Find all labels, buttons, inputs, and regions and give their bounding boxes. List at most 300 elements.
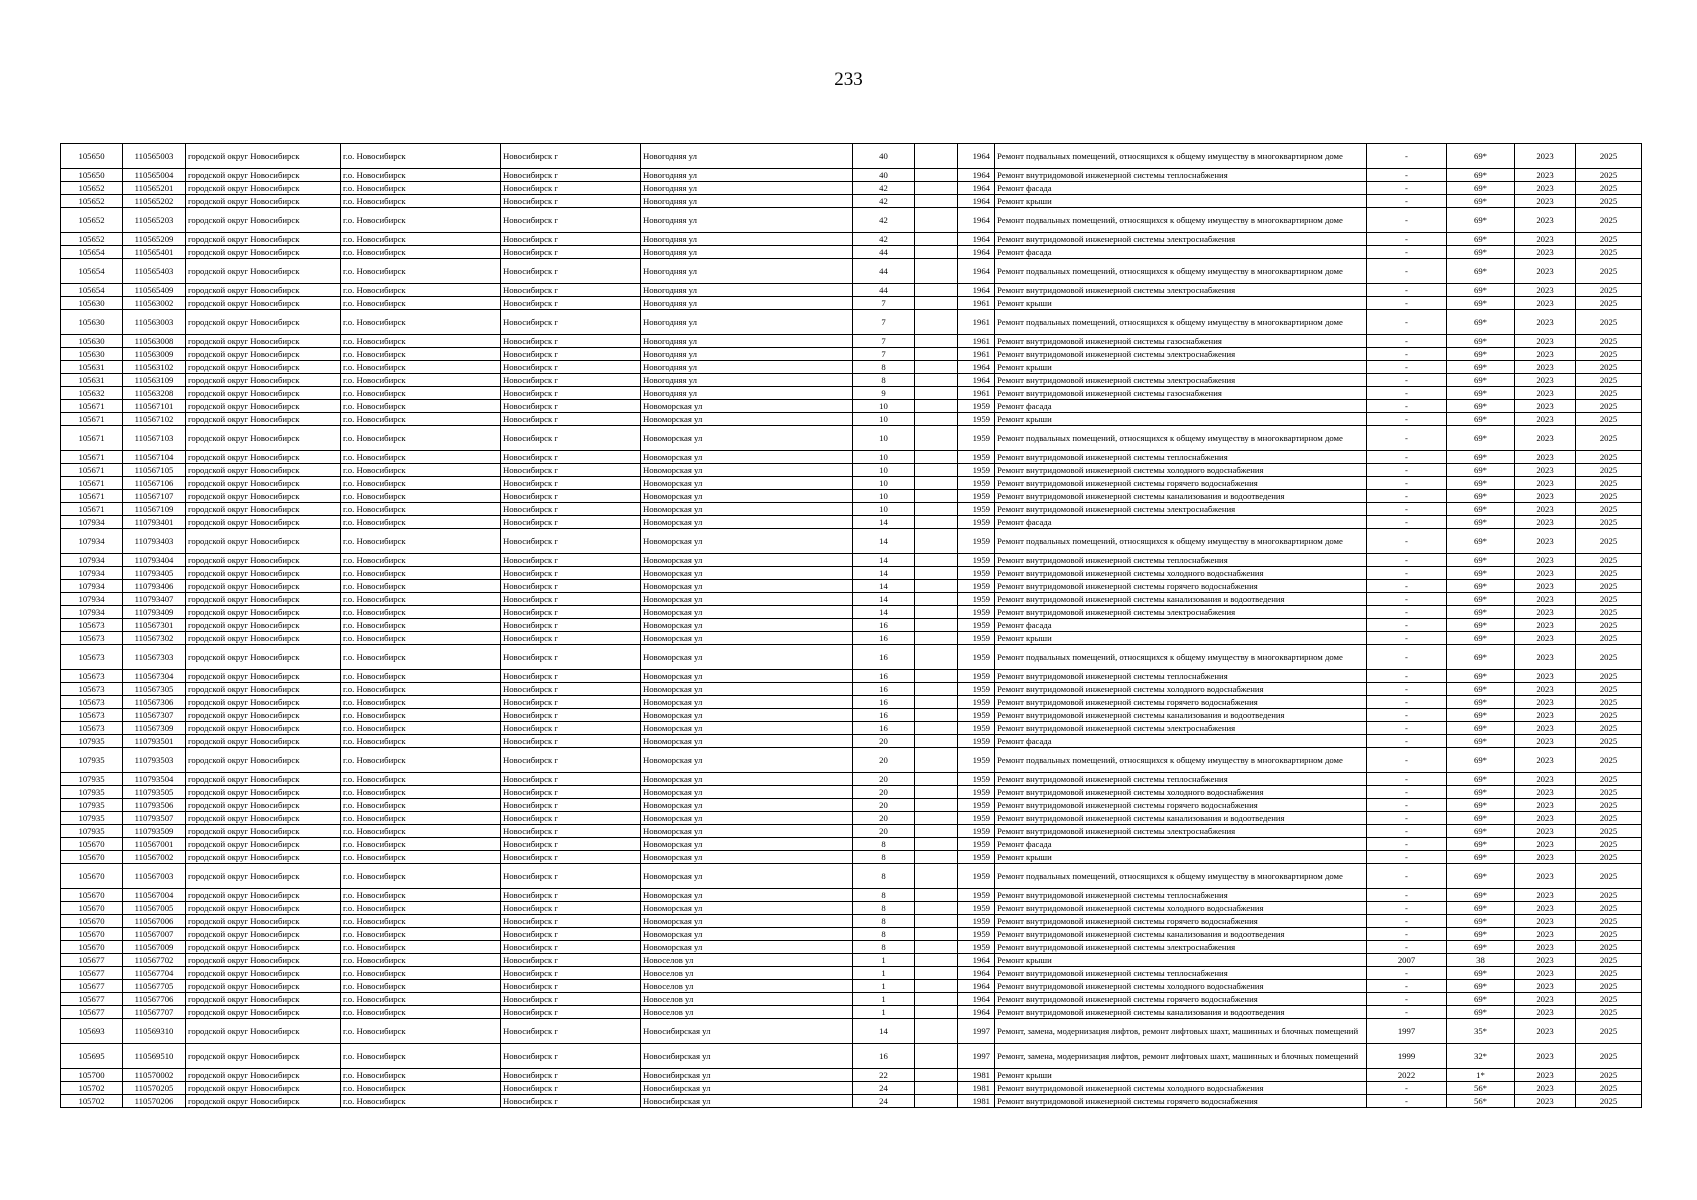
cell-street: Новогодняя ул xyxy=(641,374,853,387)
cell-house-number: 16 xyxy=(853,709,915,722)
table-row xyxy=(61,786,1642,799)
cell-start-year: 2023 xyxy=(1515,812,1576,825)
cell-build-year: 1959 xyxy=(958,645,995,670)
cell-building xyxy=(915,1082,958,1095)
cell-house-number: 16 xyxy=(853,645,915,670)
cell-work-type: Ремонт внутридомовой инженерной системы горячего водоснабжения xyxy=(995,1095,1367,1108)
cell-work-type: Ремонт внутридомовой инженерной системы холодного водоснабжения xyxy=(995,902,1367,915)
table-row xyxy=(61,246,1642,259)
cell-last-repair-year: - xyxy=(1367,670,1447,683)
cell-work-id: 110565209 xyxy=(123,233,186,246)
cell-municipal-unit: г.о. Новосибирск xyxy=(341,915,501,928)
cell-build-year: 1961 xyxy=(958,387,995,400)
cell-municipal-unit: г.о. Новосибирск xyxy=(341,928,501,941)
cell-wear-percent: 69* xyxy=(1447,812,1515,825)
table-row xyxy=(61,169,1642,182)
cell-build-year: 1959 xyxy=(958,915,995,928)
cell-municipal-unit: г.о. Новосибирск xyxy=(341,709,501,722)
cell-municipal-unit: г.о. Новосибирск xyxy=(341,838,501,851)
cell-start-year: 2023 xyxy=(1515,670,1576,683)
cell-work-type: Ремонт внутридомовой инженерной системы теплоснабжения xyxy=(995,670,1367,683)
cell-end-year: 2025 xyxy=(1576,208,1642,233)
cell-street: Новоселов ул xyxy=(641,967,853,980)
cell-start-year: 2023 xyxy=(1515,169,1576,182)
cell-municipal-unit: г.о. Новосибирск xyxy=(341,361,501,374)
cell-start-year: 2023 xyxy=(1515,490,1576,503)
cell-house-number: 14 xyxy=(853,516,915,529)
cell-municipality: городской округ Новосибирск xyxy=(186,529,341,554)
cell-start-year: 2023 xyxy=(1515,838,1576,851)
cell-work-id: 110563003 xyxy=(123,310,186,335)
cell-last-repair-year: - xyxy=(1367,748,1447,773)
cell-work-id: 110567007 xyxy=(123,928,186,941)
cell-settlement: Новосибирск г xyxy=(501,980,641,993)
cell-municipal-unit: г.о. Новосибирск xyxy=(341,619,501,632)
cell-house-number: 8 xyxy=(853,851,915,864)
cell-building xyxy=(915,361,958,374)
cell-street: Новоморская ул xyxy=(641,426,853,451)
cell-work-type: Ремонт подвальных помещений, относящихся к общему имуществу в многоквартирном доме xyxy=(995,748,1367,773)
cell-work-id: 110563102 xyxy=(123,361,186,374)
cell-work-id: 110567004 xyxy=(123,889,186,902)
cell-end-year: 2025 xyxy=(1576,361,1642,374)
cell-build-year: 1959 xyxy=(958,503,995,516)
cell-last-repair-year: - xyxy=(1367,284,1447,297)
cell-street: Новоморская ул xyxy=(641,683,853,696)
cell-build-year: 1961 xyxy=(958,335,995,348)
cell-end-year: 2025 xyxy=(1576,632,1642,645)
cell-municipal-unit: г.о. Новосибирск xyxy=(341,593,501,606)
cell-settlement: Новосибирск г xyxy=(501,348,641,361)
cell-wear-percent: 69* xyxy=(1447,387,1515,400)
cell-house-id: 105677 xyxy=(61,954,123,967)
cell-start-year: 2023 xyxy=(1515,825,1576,838)
cell-street: Новосибирская ул xyxy=(641,1082,853,1095)
cell-start-year: 2023 xyxy=(1515,993,1576,1006)
cell-municipal-unit: г.о. Новосибирск xyxy=(341,246,501,259)
cell-build-year: 1964 xyxy=(958,980,995,993)
cell-work-type: Ремонт внутридомовой инженерной системы электроснабжения xyxy=(995,503,1367,516)
cell-last-repair-year: - xyxy=(1367,993,1447,1006)
cell-municipal-unit: г.о. Новосибирск xyxy=(341,554,501,567)
cell-municipal-unit: г.о. Новосибирск xyxy=(341,451,501,464)
cell-wear-percent: 69* xyxy=(1447,580,1515,593)
cell-settlement: Новосибирск г xyxy=(501,233,641,246)
cell-building xyxy=(915,838,958,851)
cell-municipal-unit: г.о. Новосибирск xyxy=(341,954,501,967)
cell-municipality: городской округ Новосибирск xyxy=(186,195,341,208)
cell-work-id: 110793406 xyxy=(123,580,186,593)
cell-end-year: 2025 xyxy=(1576,773,1642,786)
cell-building xyxy=(915,374,958,387)
cell-house-number: 42 xyxy=(853,182,915,195)
cell-house-id: 105673 xyxy=(61,722,123,735)
cell-house-number: 20 xyxy=(853,812,915,825)
cell-build-year: 1964 xyxy=(958,169,995,182)
cell-end-year: 2025 xyxy=(1576,593,1642,606)
cell-wear-percent: 69* xyxy=(1447,864,1515,889)
cell-end-year: 2025 xyxy=(1576,259,1642,284)
cell-work-type: Ремонт внутридомовой инженерной системы электроснабжения xyxy=(995,284,1367,297)
cell-last-repair-year: - xyxy=(1367,851,1447,864)
cell-municipal-unit: г.о. Новосибирск xyxy=(341,259,501,284)
cell-end-year: 2025 xyxy=(1576,967,1642,980)
cell-work-id: 110567702 xyxy=(123,954,186,967)
cell-build-year: 1959 xyxy=(958,670,995,683)
cell-wear-percent: 69* xyxy=(1447,182,1515,195)
cell-end-year: 2025 xyxy=(1576,464,1642,477)
cell-municipal-unit: г.о. Новосибирск xyxy=(341,335,501,348)
cell-start-year: 2023 xyxy=(1515,259,1576,284)
cell-last-repair-year: - xyxy=(1367,490,1447,503)
cell-settlement: Новосибирск г xyxy=(501,722,641,735)
cell-build-year: 1959 xyxy=(958,864,995,889)
cell-work-type: Ремонт внутридомовой инженерной системы электроснабжения xyxy=(995,606,1367,619)
cell-end-year: 2025 xyxy=(1576,554,1642,567)
cell-start-year: 2023 xyxy=(1515,709,1576,722)
cell-municipality: городской округ Новосибирск xyxy=(186,838,341,851)
cell-house-number: 14 xyxy=(853,606,915,619)
cell-house-id: 105673 xyxy=(61,619,123,632)
cell-build-year: 1964 xyxy=(958,259,995,284)
cell-wear-percent: 69* xyxy=(1447,400,1515,413)
cell-municipal-unit: г.о. Новосибирск xyxy=(341,1095,501,1108)
cell-wear-percent: 69* xyxy=(1447,554,1515,567)
cell-building xyxy=(915,233,958,246)
cell-work-type: Ремонт внутридомовой инженерной системы холодного водоснабжения xyxy=(995,1082,1367,1095)
table-row xyxy=(61,902,1642,915)
cell-house-id: 107934 xyxy=(61,567,123,580)
cell-municipality: городской округ Новосибирск xyxy=(186,709,341,722)
cell-building xyxy=(915,993,958,1006)
cell-municipality: городской округ Новосибирск xyxy=(186,954,341,967)
cell-municipal-unit: г.о. Новосибирск xyxy=(341,864,501,889)
cell-house-number: 10 xyxy=(853,464,915,477)
cell-start-year: 2023 xyxy=(1515,144,1576,169)
cell-municipality: городской округ Новосибирск xyxy=(186,387,341,400)
cell-build-year: 1959 xyxy=(958,516,995,529)
cell-work-id: 110567001 xyxy=(123,838,186,851)
cell-house-id: 105670 xyxy=(61,941,123,954)
cell-start-year: 2023 xyxy=(1515,1095,1576,1108)
cell-municipal-unit: г.о. Новосибирск xyxy=(341,516,501,529)
cell-street: Новогодняя ул xyxy=(641,144,853,169)
cell-municipality: городской округ Новосибирск xyxy=(186,941,341,954)
cell-street: Новоселов ул xyxy=(641,993,853,1006)
page-number: 233 xyxy=(834,69,863,90)
cell-end-year: 2025 xyxy=(1576,516,1642,529)
cell-settlement: Новосибирск г xyxy=(501,593,641,606)
cell-build-year: 1959 xyxy=(958,683,995,696)
cell-settlement: Новосибирск г xyxy=(501,1095,641,1108)
cell-end-year: 2025 xyxy=(1576,310,1642,335)
cell-settlement: Новосибирск г xyxy=(501,645,641,670)
repair-schedule-table xyxy=(60,143,1642,1108)
cell-work-id: 110567707 xyxy=(123,1006,186,1019)
cell-municipality: городской округ Новосибирск xyxy=(186,516,341,529)
cell-end-year: 2025 xyxy=(1576,915,1642,928)
cell-wear-percent: 69* xyxy=(1447,683,1515,696)
cell-house-number: 20 xyxy=(853,825,915,838)
table-row xyxy=(61,310,1642,335)
cell-last-repair-year: - xyxy=(1367,348,1447,361)
cell-work-id: 110793507 xyxy=(123,812,186,825)
cell-municipality: городской округ Новосибирск xyxy=(186,632,341,645)
cell-start-year: 2023 xyxy=(1515,902,1576,915)
cell-house-id: 105670 xyxy=(61,915,123,928)
cell-work-type: Ремонт внутридомовой инженерной системы холодного водоснабжения xyxy=(995,980,1367,993)
cell-start-year: 2023 xyxy=(1515,851,1576,864)
cell-municipal-unit: г.о. Новосибирск xyxy=(341,413,501,426)
cell-settlement: Новосибирск г xyxy=(501,928,641,941)
cell-municipality: городской округ Новосибирск xyxy=(186,735,341,748)
cell-municipality: городской округ Новосибирск xyxy=(186,554,341,567)
table-row xyxy=(61,683,1642,696)
cell-municipal-unit: г.о. Новосибирск xyxy=(341,851,501,864)
cell-settlement: Новосибирск г xyxy=(501,567,641,580)
cell-house-id: 107935 xyxy=(61,748,123,773)
cell-work-type: Ремонт внутридомовой инженерной системы теплоснабжения xyxy=(995,773,1367,786)
cell-house-id: 105670 xyxy=(61,928,123,941)
cell-house-number: 7 xyxy=(853,335,915,348)
cell-build-year: 1959 xyxy=(958,851,995,864)
cell-settlement: Новосибирск г xyxy=(501,413,641,426)
cell-building xyxy=(915,980,958,993)
cell-end-year: 2025 xyxy=(1576,335,1642,348)
cell-start-year: 2023 xyxy=(1515,361,1576,374)
cell-work-type: Ремонт крыши xyxy=(995,413,1367,426)
cell-municipal-unit: г.о. Новосибирск xyxy=(341,967,501,980)
cell-work-id: 110567103 xyxy=(123,426,186,451)
cell-wear-percent: 69* xyxy=(1447,348,1515,361)
cell-end-year: 2025 xyxy=(1576,374,1642,387)
cell-house-id: 105693 xyxy=(61,1019,123,1044)
cell-house-id: 105673 xyxy=(61,683,123,696)
cell-building xyxy=(915,709,958,722)
cell-building xyxy=(915,335,958,348)
cell-building xyxy=(915,928,958,941)
cell-work-id: 110570002 xyxy=(123,1069,186,1082)
cell-end-year: 2025 xyxy=(1576,928,1642,941)
cell-end-year: 2025 xyxy=(1576,1019,1642,1044)
cell-house-number: 8 xyxy=(853,838,915,851)
cell-last-repair-year: - xyxy=(1367,374,1447,387)
cell-end-year: 2025 xyxy=(1576,645,1642,670)
cell-end-year: 2025 xyxy=(1576,980,1642,993)
cell-street: Новоморская ул xyxy=(641,709,853,722)
cell-municipal-unit: г.о. Новосибирск xyxy=(341,580,501,593)
cell-work-id: 110563008 xyxy=(123,335,186,348)
cell-house-id: 105654 xyxy=(61,284,123,297)
cell-start-year: 2023 xyxy=(1515,516,1576,529)
table-row xyxy=(61,503,1642,516)
cell-municipal-unit: г.о. Новосибирск xyxy=(341,567,501,580)
cell-wear-percent: 69* xyxy=(1447,335,1515,348)
cell-end-year: 2025 xyxy=(1576,567,1642,580)
cell-work-id: 110793407 xyxy=(123,593,186,606)
cell-build-year: 1959 xyxy=(958,735,995,748)
cell-municipality: городской округ Новосибирск xyxy=(186,1006,341,1019)
cell-last-repair-year: - xyxy=(1367,722,1447,735)
cell-house-number: 9 xyxy=(853,387,915,400)
cell-building xyxy=(915,413,958,426)
cell-street: Новоморская ул xyxy=(641,606,853,619)
cell-street: Новоморская ул xyxy=(641,554,853,567)
cell-work-type: Ремонт подвальных помещений, относящихся к общему имуществу в многоквартирном доме xyxy=(995,144,1367,169)
cell-last-repair-year: - xyxy=(1367,915,1447,928)
table-row xyxy=(61,864,1642,889)
cell-building xyxy=(915,310,958,335)
cell-municipal-unit: г.о. Новосибирск xyxy=(341,169,501,182)
cell-wear-percent: 69* xyxy=(1447,851,1515,864)
cell-house-number: 16 xyxy=(853,683,915,696)
cell-end-year: 2025 xyxy=(1576,993,1642,1006)
cell-street: Новоморская ул xyxy=(641,825,853,838)
cell-settlement: Новосибирск г xyxy=(501,1006,641,1019)
cell-work-type: Ремонт внутридомовой инженерной системы теплоснабжения xyxy=(995,889,1367,902)
cell-house-id: 107935 xyxy=(61,799,123,812)
cell-building xyxy=(915,902,958,915)
cell-wear-percent: 69* xyxy=(1447,361,1515,374)
cell-house-id: 105677 xyxy=(61,993,123,1006)
cell-building xyxy=(915,400,958,413)
cell-end-year: 2025 xyxy=(1576,413,1642,426)
cell-building xyxy=(915,683,958,696)
cell-municipal-unit: г.о. Новосибирск xyxy=(341,1044,501,1069)
cell-building xyxy=(915,208,958,233)
cell-work-type: Ремонт фасада xyxy=(995,516,1367,529)
cell-wear-percent: 32* xyxy=(1447,1044,1515,1069)
table-row xyxy=(61,773,1642,786)
cell-work-type: Ремонт фасада xyxy=(995,182,1367,195)
cell-work-type: Ремонт фасада xyxy=(995,838,1367,851)
cell-work-type: Ремонт фасада xyxy=(995,619,1367,632)
cell-house-id: 107934 xyxy=(61,554,123,567)
table-row xyxy=(61,374,1642,387)
cell-work-id: 110567102 xyxy=(123,413,186,426)
cell-street: Новоморская ул xyxy=(641,490,853,503)
cell-last-repair-year: - xyxy=(1367,503,1447,516)
cell-house-number: 10 xyxy=(853,400,915,413)
cell-build-year: 1959 xyxy=(958,567,995,580)
cell-work-id: 110567303 xyxy=(123,645,186,670)
table-row xyxy=(61,426,1642,451)
cell-end-year: 2025 xyxy=(1576,670,1642,683)
cell-start-year: 2023 xyxy=(1515,310,1576,335)
cell-build-year: 1959 xyxy=(958,606,995,619)
cell-end-year: 2025 xyxy=(1576,348,1642,361)
cell-end-year: 2025 xyxy=(1576,838,1642,851)
cell-end-year: 2025 xyxy=(1576,748,1642,773)
cell-house-number: 10 xyxy=(853,503,915,516)
cell-end-year: 2025 xyxy=(1576,297,1642,310)
cell-municipal-unit: г.о. Новосибирск xyxy=(341,503,501,516)
cell-start-year: 2023 xyxy=(1515,864,1576,889)
cell-build-year: 1959 xyxy=(958,722,995,735)
cell-municipality: городской округ Новосибирск xyxy=(186,464,341,477)
cell-wear-percent: 69* xyxy=(1447,632,1515,645)
table-row xyxy=(61,490,1642,503)
cell-house-number: 44 xyxy=(853,259,915,284)
cell-build-year: 1959 xyxy=(958,889,995,902)
cell-settlement: Новосибирск г xyxy=(501,361,641,374)
cell-street: Новосибирская ул xyxy=(641,1044,853,1069)
cell-street: Новогодняя ул xyxy=(641,259,853,284)
cell-building xyxy=(915,451,958,464)
cell-building xyxy=(915,503,958,516)
cell-work-type: Ремонт подвальных помещений, относящихся к общему имуществу в многоквартирном доме xyxy=(995,310,1367,335)
table-row xyxy=(61,1044,1642,1069)
cell-last-repair-year: - xyxy=(1367,169,1447,182)
cell-municipal-unit: г.о. Новосибирск xyxy=(341,233,501,246)
cell-wear-percent: 69* xyxy=(1447,838,1515,851)
cell-work-type: Ремонт внутридомовой инженерной системы электроснабжения xyxy=(995,348,1367,361)
cell-wear-percent: 69* xyxy=(1447,413,1515,426)
cell-last-repair-year: - xyxy=(1367,799,1447,812)
cell-municipality: городской округ Новосибирск xyxy=(186,208,341,233)
cell-wear-percent: 69* xyxy=(1447,799,1515,812)
cell-work-id: 110793401 xyxy=(123,516,186,529)
table-row xyxy=(61,928,1642,941)
cell-wear-percent: 56* xyxy=(1447,1082,1515,1095)
cell-work-type: Ремонт внутридомовой инженерной системы теплоснабжения xyxy=(995,451,1367,464)
cell-end-year: 2025 xyxy=(1576,451,1642,464)
cell-wear-percent: 69* xyxy=(1447,722,1515,735)
cell-end-year: 2025 xyxy=(1576,954,1642,967)
cell-last-repair-year: - xyxy=(1367,735,1447,748)
cell-house-number: 22 xyxy=(853,1069,915,1082)
cell-house-id: 107934 xyxy=(61,516,123,529)
cell-settlement: Новосибирск г xyxy=(501,1082,641,1095)
cell-build-year: 1961 xyxy=(958,310,995,335)
cell-house-id: 107934 xyxy=(61,606,123,619)
cell-house-id: 105671 xyxy=(61,477,123,490)
cell-wear-percent: 69* xyxy=(1447,297,1515,310)
cell-house-id: 105673 xyxy=(61,670,123,683)
cell-build-year: 1981 xyxy=(958,1069,995,1082)
cell-end-year: 2025 xyxy=(1576,825,1642,838)
cell-end-year: 2025 xyxy=(1576,683,1642,696)
cell-last-repair-year: - xyxy=(1367,310,1447,335)
cell-house-id: 105673 xyxy=(61,632,123,645)
cell-street: Новоморская ул xyxy=(641,529,853,554)
cell-house-id: 105630 xyxy=(61,297,123,310)
cell-last-repair-year: - xyxy=(1367,812,1447,825)
cell-build-year: 1959 xyxy=(958,709,995,722)
cell-last-repair-year: - xyxy=(1367,928,1447,941)
cell-settlement: Новосибирск г xyxy=(501,516,641,529)
cell-end-year: 2025 xyxy=(1576,477,1642,490)
cell-street: Новоморская ул xyxy=(641,670,853,683)
cell-municipal-unit: г.о. Новосибирск xyxy=(341,799,501,812)
cell-last-repair-year: - xyxy=(1367,387,1447,400)
cell-building xyxy=(915,426,958,451)
cell-build-year: 1959 xyxy=(958,593,995,606)
cell-house-number: 14 xyxy=(853,554,915,567)
cell-wear-percent: 69* xyxy=(1447,825,1515,838)
table-row xyxy=(61,451,1642,464)
cell-building xyxy=(915,670,958,683)
cell-start-year: 2023 xyxy=(1515,915,1576,928)
cell-building xyxy=(915,554,958,567)
cell-work-type: Ремонт крыши xyxy=(995,954,1367,967)
table-row xyxy=(61,619,1642,632)
cell-settlement: Новосибирск г xyxy=(501,619,641,632)
cell-end-year: 2025 xyxy=(1576,851,1642,864)
cell-municipal-unit: г.о. Новосибирск xyxy=(341,825,501,838)
cell-start-year: 2023 xyxy=(1515,748,1576,773)
cell-municipal-unit: г.о. Новосибирск xyxy=(341,645,501,670)
